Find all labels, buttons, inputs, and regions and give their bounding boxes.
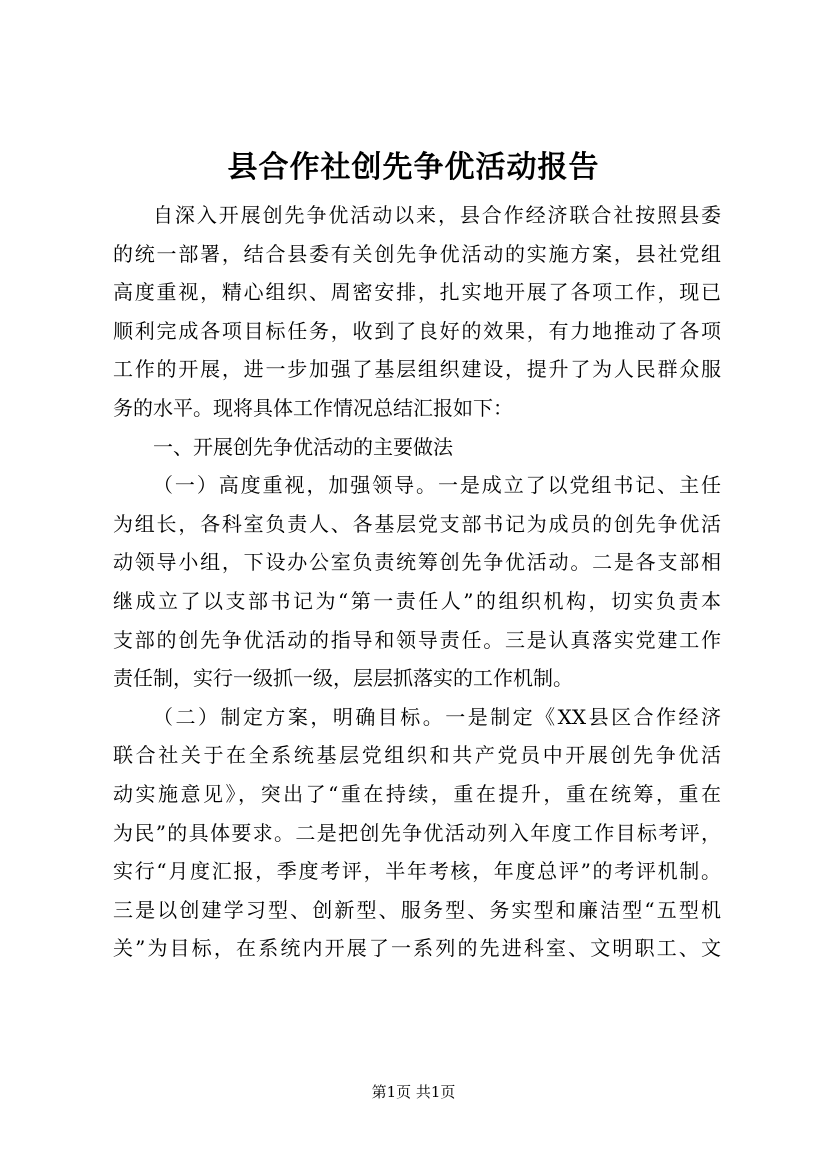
- paragraph-line: 高度重视，精心组织、周密安排，扎实地开展了各项工作，现已: [113, 280, 721, 305]
- paragraph-line: 为民”的具体要求。二是把创先争优活动列入年度工作目标考评，: [113, 820, 721, 845]
- paragraph-line: 工作的开展，进一步加强了基层组织建设，提升了为人民群众服: [113, 357, 721, 382]
- paragraph-line: 继成立了以支部书记为“第一责任人”的组织机构，切实负责本: [113, 588, 721, 613]
- paragraph-line: 联合社关于在全系统基层党组织和共产党员中开展创先争优活: [113, 743, 721, 768]
- paragraph-line: 关”为目标，在系统内开展了一系列的先进科室、文明职工、文: [113, 936, 721, 961]
- paragraph-line: 支部的创先争优活动的指导和领导责任。三是认真落实党建工作: [113, 627, 721, 652]
- paragraph-line: 实行“月度汇报，季度考评，半年考核，年度总评”的考评机制。: [113, 859, 721, 884]
- paragraph-line: 的统一部署，结合县委有关创先争优活动的实施方案，县社党组: [113, 241, 721, 266]
- paragraph-line: 务的水平。现将具体工作情况总结汇报如下：: [113, 395, 513, 420]
- document-title: 县合作社创先争优活动报告: [227, 150, 600, 185]
- paragraph-line: 三是以创建学习型、创新型、服务型、务实型和廉洁型“五型机: [113, 897, 721, 922]
- paragraph-line: 顺利完成各项目标任务，收到了良好的效果，有力地推动了各项: [113, 318, 721, 343]
- paragraph-line: 动实施意见》，突出了“重在持续，重在提升，重在统筹，重在: [113, 781, 721, 806]
- document-body: [113, 196, 721, 968]
- paragraph-line: （二）制定方案，明确目标。一是制定《XX县区合作经济: [153, 704, 721, 729]
- paragraph-line: 为组长，各科室负责人、各基层党支部书记为成员的创先争优活: [113, 511, 721, 536]
- paragraph-line: 自深入开展创先争优活动以来，县合作经济联合社按照县委: [153, 203, 721, 227]
- paragraph-line: 动领导小组，下设办公室负责统筹创先争优活动。二是各支部相: [113, 550, 721, 575]
- page-footer: 第1页 共1页: [371, 1083, 456, 1101]
- paragraph-line: 责任制，实行一级抓一级，层层抓落实的工作机制。: [113, 666, 573, 691]
- section-heading: 一、开展创先争优活动的主要做法: [153, 434, 453, 459]
- paragraph-line: （一）高度重视，加强领导。一是成立了以党组书记、主任: [153, 473, 721, 498]
